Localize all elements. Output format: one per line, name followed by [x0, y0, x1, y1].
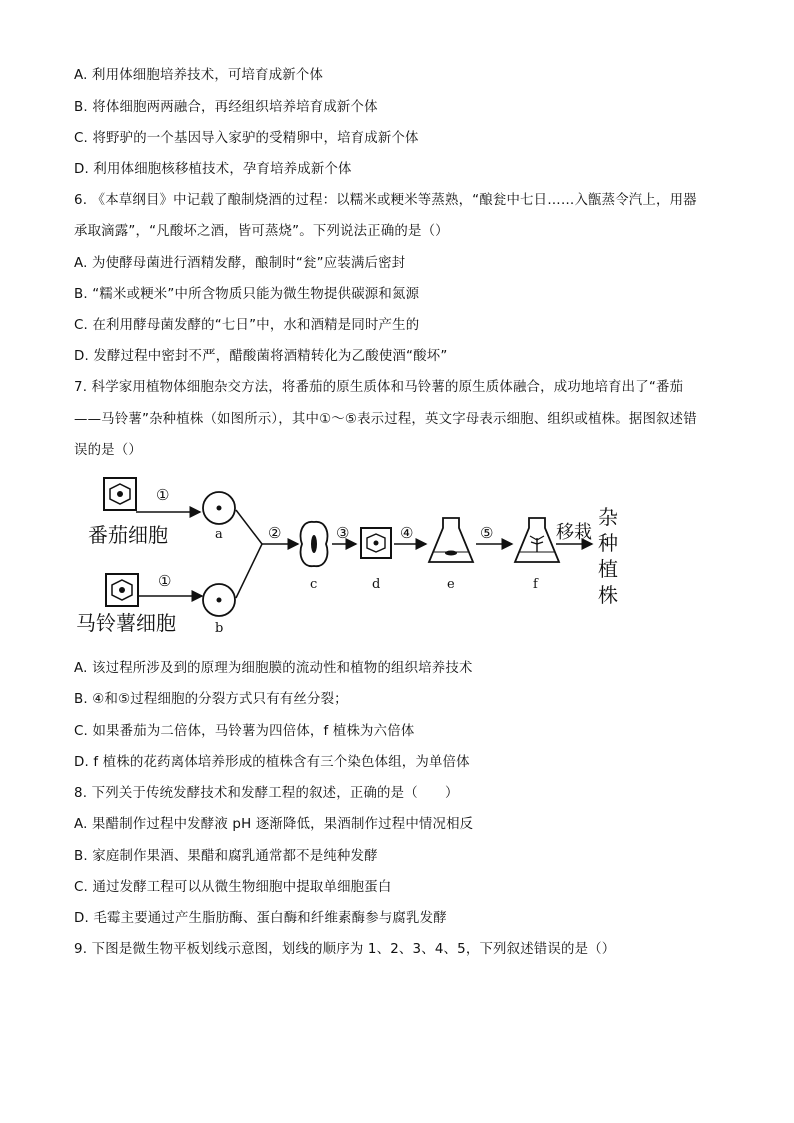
hybrid-plant-char-2: 种	[598, 531, 618, 555]
q6-stem-line2: 承取滴露”，“凡酸坏之酒，皆可蒸烧”。下列说法正确的是（）	[74, 224, 449, 239]
label-c: c	[310, 577, 318, 592]
q8-option-c: C. 通过发酵工程可以从微生物细胞中提取单细胞蛋白	[74, 880, 392, 895]
label-a: a	[215, 527, 223, 542]
q7-option-a: A. 该过程所涉及到的原理为细胞膜的流动性和植物的组织培养技术	[74, 661, 473, 676]
transplant-label: 移栽	[556, 522, 592, 543]
q7-stem-line3: 误的是（）	[74, 443, 142, 458]
step-1-top: ①	[156, 486, 170, 504]
q7-option-b: B. ④和⑤过程细胞的分裂方式只有有丝分裂；	[74, 692, 348, 707]
q6-option-b: B. “糯米或粳米”中所含物质只能为微生物提供碳源和氮源	[74, 287, 420, 302]
q8-option-a: A. 果醋制作过程中发酵液 pH 逐渐降低，果酒制作过程中情况相反	[74, 817, 474, 832]
q7-option-d: D. f 植株的花药离体培养形成的植株含有三个染色体组，为单倍体	[74, 755, 470, 770]
q5-option-b: B. 将体细胞两两融合，再经组织培养培育成新个体	[74, 100, 378, 115]
step-4: ④	[400, 524, 414, 542]
q7-option-c: C. 如果番茄为二倍体，马铃薯为四倍体，f 植株为六倍体	[74, 724, 415, 739]
label-d: d	[372, 577, 381, 592]
tomato-cell-label: 番茄细胞	[88, 523, 168, 547]
q7-stem-line1: 7. 科学家用植物体细胞杂交方法，将番茄的原生质体和马铃薯的原生质体融合，成功地培育出了“番茄	[74, 380, 684, 395]
q6-option-a: A. 为使酵母菌进行酒精发酵，酿制时“瓮”应装满后密封	[74, 256, 406, 271]
tomato-cell-icon	[104, 478, 136, 510]
q8-option-d: D. 毛霉主要通过产生脂肪酶、蛋白酶和纤维素酶参与腐乳发酵	[74, 911, 447, 926]
hybrid-plant-char-3: 植	[598, 557, 618, 581]
q6-stem-line1: 6. 《本草纲目》中记载了酿制烧酒的过程：以糯米或粳米等蒸熟，“酿瓮中七日……入甑蒸令汽上，用器	[74, 193, 697, 208]
q8-stem: 8. 下列关于传统发酵技术和发酵工程的叙述，正确的是（ ）	[74, 786, 459, 801]
hybrid-plant-char-4: 株	[598, 583, 618, 607]
q5-option-a: A. 利用体细胞培养技术，可培育成新个体	[74, 68, 324, 83]
step-2: ②	[268, 524, 282, 542]
q6-option-d: D. 发酵过程中密封不严，醋酸菌将酒精转化为乙酸使酒“酸坏”	[74, 349, 448, 364]
protoplast-a-icon	[203, 492, 235, 524]
label-f: f	[533, 577, 538, 592]
label-b: b	[215, 621, 224, 636]
label-e: e	[447, 577, 455, 592]
protoplast-b-icon	[203, 584, 235, 616]
q7-stem-line2: ——马铃薯”杂种植株（如图所示），其中①～⑤表示过程，英文字母表示细胞、组织或植株。据图叙述错	[74, 412, 697, 427]
q5-option-d: D. 利用体细胞核移植技术，孕育培养成新个体	[74, 162, 352, 177]
step-5: ⑤	[480, 524, 494, 542]
flask-f-icon	[515, 518, 559, 562]
step-3: ③	[336, 524, 350, 542]
q6-option-c: C. 在利用酵母菌发酵的“七日”中，水和酒精是同时产生的	[74, 318, 420, 333]
flask-e-icon	[429, 518, 473, 562]
q8-option-b: B. 家庭制作果酒、果醋和腐乳通常都不是纯种发酵	[74, 849, 378, 864]
q5-option-c: C. 将野驴的一个基因导入家驴的受精卵中，培育成新个体	[74, 131, 419, 146]
potato-cell-icon	[106, 574, 138, 606]
step-1-bottom: ①	[158, 572, 172, 590]
cell-d-icon	[361, 528, 391, 558]
q9-stem: 9. 下图是微生物平板划线示意图，划线的顺序为 1、2、3、4、5，下列叙述错误的是（）	[74, 942, 616, 957]
somatic-hybridization-diagram	[74, 472, 634, 642]
hybrid-plant-char-1: 杂	[598, 505, 618, 529]
fused-cell-c-icon	[301, 522, 328, 566]
potato-cell-label: 马铃薯细胞	[76, 611, 176, 635]
